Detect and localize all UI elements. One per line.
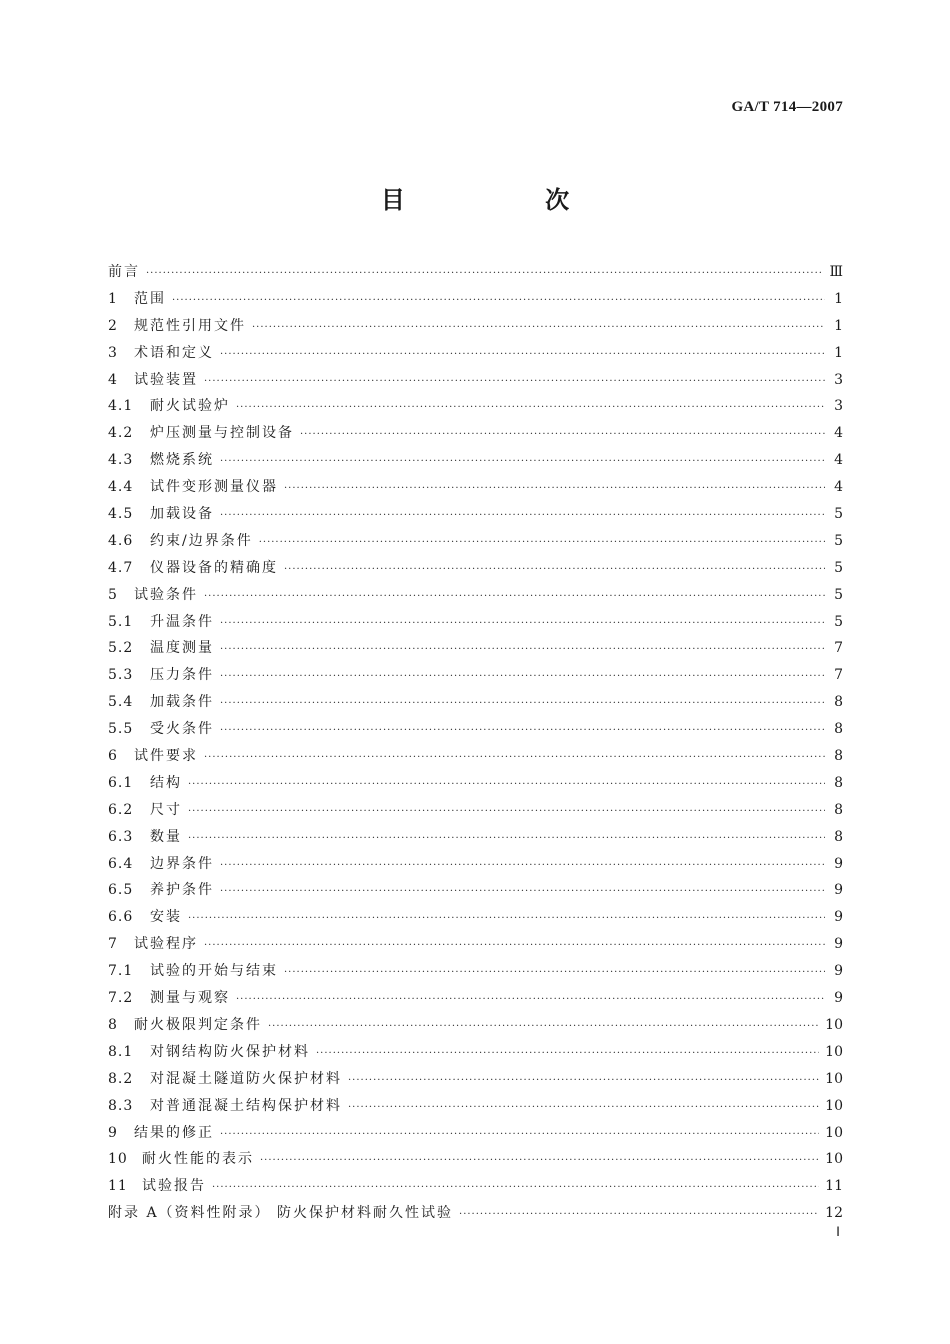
toc-dot-leader xyxy=(220,664,825,691)
toc-entry[interactable] xyxy=(108,313,843,340)
toc-entry-page: 9 xyxy=(834,990,843,1007)
toc-entry-number: 7.1 xyxy=(108,963,134,980)
toc-entry[interactable] xyxy=(108,286,843,313)
toc-entry-page: 9 xyxy=(834,963,843,980)
toc-entry-page: 3 xyxy=(834,398,843,415)
toc-entry-number: 4.5 xyxy=(108,506,134,523)
toc-entry-number: 10 xyxy=(108,1151,128,1168)
toc-entry-title: 试验的开始与结束 xyxy=(150,963,278,980)
toc-dot-leader xyxy=(220,637,825,664)
toc-dot-leader xyxy=(268,1014,819,1041)
toc-entry-page: 1 xyxy=(834,290,843,307)
toc-entry[interactable] xyxy=(108,1012,843,1039)
toc-entry[interactable] xyxy=(108,1200,843,1227)
toc-entry-number: 9 xyxy=(108,1124,118,1141)
toc-entry[interactable] xyxy=(108,635,843,662)
toc-entry-title: 附录 A（资料性附录） 防火保护材料耐久性试验 xyxy=(108,1205,454,1222)
toc-entry-page: 10 xyxy=(825,1016,843,1033)
toc-dot-leader xyxy=(348,1068,819,1095)
toc-dot-leader xyxy=(220,879,825,906)
toc-entry-number: 6.3 xyxy=(108,828,134,845)
toc-entry-number: 6.1 xyxy=(108,774,134,791)
toc-dot-leader xyxy=(220,503,825,530)
toc-entry-title: 养护条件 xyxy=(150,882,214,899)
toc-entry-page: 8 xyxy=(834,801,843,818)
toc-dot-leader xyxy=(212,1175,819,1202)
page-title: 目 次 xyxy=(380,186,616,214)
toc-entry-page: 5 xyxy=(834,559,843,576)
toc-entry-number: 1 xyxy=(108,290,118,307)
toc-entry-number: 2 xyxy=(108,317,118,334)
toc-entry-number: 7 xyxy=(108,936,118,953)
toc-entry-number: 4.1 xyxy=(108,398,134,415)
toc-entry-page: 7 xyxy=(834,640,843,657)
toc-entry-title: 受火条件 xyxy=(150,721,214,738)
toc-entry-number: 8.3 xyxy=(108,1097,134,1114)
toc-entry-page: 5 xyxy=(834,532,843,549)
toc-entry-title: 试验条件 xyxy=(134,586,198,603)
toc-entry-page: 8 xyxy=(834,721,843,738)
toc-dot-leader xyxy=(188,799,825,826)
toc-dot-leader xyxy=(284,476,825,503)
toc-entry-page: 1 xyxy=(834,317,843,334)
toc-entry[interactable] xyxy=(108,1173,843,1200)
toc-entry[interactable] xyxy=(108,367,843,394)
toc-dot-leader xyxy=(204,745,825,772)
toc-entry[interactable] xyxy=(108,770,843,797)
toc-dot-leader xyxy=(220,611,825,638)
toc-entry-page: 9 xyxy=(834,882,843,899)
toc-entry-title: 耐火性能的表示 xyxy=(142,1151,254,1168)
toc-entry[interactable] xyxy=(108,447,843,474)
toc-entry-title: 燃烧系统 xyxy=(150,452,214,469)
toc-entry[interactable] xyxy=(108,743,843,770)
toc-entry-page: 8 xyxy=(834,828,843,845)
toc-entry-page: 8 xyxy=(834,748,843,765)
toc-entry[interactable] xyxy=(108,528,843,555)
toc-entry-title: 耐火极限判定条件 xyxy=(134,1016,262,1033)
toc-entry-title: 规范性引用文件 xyxy=(134,317,246,334)
toc-entry-page: 5 xyxy=(834,506,843,523)
toc-entry[interactable] xyxy=(108,931,843,958)
toc-entry[interactable] xyxy=(108,797,843,824)
toc-entry-page: 3 xyxy=(834,371,843,388)
toc-dot-leader xyxy=(204,369,825,396)
toc-entry-number: 5.4 xyxy=(108,694,134,711)
toc-dot-leader xyxy=(220,342,825,369)
toc-entry-page: 10 xyxy=(825,1097,843,1114)
toc-entry[interactable] xyxy=(108,1039,843,1066)
toc-entry[interactable] xyxy=(108,393,843,420)
toc-entry-number: 8.2 xyxy=(108,1070,134,1087)
toc-entry-number: 4.7 xyxy=(108,559,134,576)
toc-entry-page: 10 xyxy=(825,1151,843,1168)
toc-dot-leader xyxy=(220,718,825,745)
toc-dot-leader xyxy=(284,557,825,584)
toc-entry-number: 4.3 xyxy=(108,452,134,469)
toc-entry-title: 术语和定义 xyxy=(134,344,214,361)
toc-entry-page: 9 xyxy=(834,936,843,953)
toc-entry-page: 1 xyxy=(834,344,843,361)
toc-entry[interactable] xyxy=(108,824,843,851)
toc-entry[interactable] xyxy=(108,582,843,609)
toc-entry[interactable] xyxy=(108,555,843,582)
toc-entry[interactable] xyxy=(108,609,843,636)
toc-entry-title: 试件变形测量仪器 xyxy=(150,479,278,496)
toc-entry-number: 6 xyxy=(108,748,118,765)
toc-entry[interactable] xyxy=(108,259,843,286)
toc-entry-page: 5 xyxy=(834,586,843,603)
toc-entry-number: 4.2 xyxy=(108,425,134,442)
toc-entry[interactable] xyxy=(108,904,843,931)
toc-entry[interactable] xyxy=(108,851,843,878)
standard-code: GA/T 714—2007 xyxy=(731,99,843,115)
toc-dot-leader xyxy=(236,987,825,1014)
toc-entry-title: 试验程序 xyxy=(134,936,198,953)
toc-entry[interactable] xyxy=(108,958,843,985)
toc-entry-title: 边界条件 xyxy=(150,855,214,872)
toc-entry-page: 11 xyxy=(825,1178,843,1195)
toc-entry[interactable] xyxy=(108,877,843,904)
toc-entry-title: 对混凝土隧道防火保护材料 xyxy=(150,1070,342,1087)
toc-entry-title: 温度测量 xyxy=(150,640,214,657)
toc-entry[interactable] xyxy=(108,1146,843,1173)
toc-dot-leader xyxy=(220,1122,819,1149)
toc-entry-number: 4 xyxy=(108,371,118,388)
toc-entry-number: 11 xyxy=(108,1178,128,1195)
table-of-contents xyxy=(108,259,843,1227)
toc-entry[interactable] xyxy=(108,1120,843,1147)
toc-entry-page: 4 xyxy=(834,452,843,469)
toc-dot-leader xyxy=(252,315,825,342)
toc-entry-title: 对钢结构防火保护材料 xyxy=(150,1043,310,1060)
toc-dot-leader xyxy=(204,584,825,611)
toc-entry-number: 6.6 xyxy=(108,909,134,926)
toc-dot-leader xyxy=(172,288,825,315)
toc-entry-number: 7.2 xyxy=(108,990,134,1007)
toc-entry-number: 8.1 xyxy=(108,1043,134,1060)
toc-entry-number: 5.3 xyxy=(108,667,134,684)
toc-entry-number: 5.5 xyxy=(108,721,134,738)
toc-entry[interactable] xyxy=(108,689,843,716)
toc-entry-page: 9 xyxy=(834,909,843,926)
toc-entry-page: 10 xyxy=(825,1043,843,1060)
toc-entry-page: 10 xyxy=(825,1070,843,1087)
toc-dot-leader xyxy=(348,1095,819,1122)
toc-entry-page: 7 xyxy=(834,667,843,684)
toc-entry-number: 5.1 xyxy=(108,613,134,630)
toc-dot-leader xyxy=(236,395,825,422)
toc-dot-leader xyxy=(284,960,825,987)
toc-entry-number: 6.4 xyxy=(108,855,134,872)
toc-dot-leader xyxy=(204,933,825,960)
toc-entry-title: 压力条件 xyxy=(150,667,214,684)
toc-entry-title: 耐火试验炉 xyxy=(150,398,230,415)
toc-entry-page: 5 xyxy=(834,613,843,630)
toc-entry-number: 6.5 xyxy=(108,882,134,899)
toc-entry-title: 炉压测量与控制设备 xyxy=(150,425,294,442)
toc-entry[interactable] xyxy=(108,501,843,528)
toc-entry[interactable] xyxy=(108,340,843,367)
toc-entry[interactable] xyxy=(108,1066,843,1093)
toc-dot-leader xyxy=(316,1041,819,1068)
toc-dot-leader xyxy=(220,691,825,718)
toc-dot-leader xyxy=(220,449,825,476)
toc-entry[interactable] xyxy=(108,1093,843,1120)
toc-entry-title: 试验报告 xyxy=(142,1178,206,1195)
toc-entry-title: 试验装置 xyxy=(134,371,198,388)
toc-entry-title: 结果的修正 xyxy=(134,1124,214,1141)
toc-dot-leader xyxy=(459,1202,819,1229)
toc-entry-number: 8 xyxy=(108,1016,118,1033)
toc-entry-title: 仪器设备的精确度 xyxy=(150,559,278,576)
toc-entry[interactable] xyxy=(108,716,843,743)
toc-entry-page: 4 xyxy=(834,425,843,442)
toc-entry-title: 安装 xyxy=(150,909,182,926)
toc-dot-leader xyxy=(259,530,825,557)
toc-entry-number: 3 xyxy=(108,344,118,361)
toc-entry[interactable] xyxy=(108,985,843,1012)
toc-entry-title: 数量 xyxy=(150,828,182,845)
toc-dot-leader xyxy=(300,422,825,449)
toc-entry-page: 4 xyxy=(834,479,843,496)
toc-entry[interactable] xyxy=(108,662,843,689)
toc-entry-title: 范围 xyxy=(134,290,166,307)
toc-entry-title: 约束/边界条件 xyxy=(150,532,253,549)
toc-entry-page: 8 xyxy=(834,774,843,791)
toc-entry-title: 尺寸 xyxy=(150,801,182,818)
toc-entry[interactable] xyxy=(108,474,843,501)
toc-entry-number: 4.6 xyxy=(108,532,134,549)
toc-entry-number: 5.2 xyxy=(108,640,134,657)
toc-entry-title: 前言 xyxy=(108,264,140,280)
toc-entry-title: 测量与观察 xyxy=(150,990,230,1007)
toc-dot-leader xyxy=(188,772,825,799)
toc-dot-leader xyxy=(220,853,825,880)
toc-entry-page: 8 xyxy=(834,694,843,711)
toc-entry-number: 5 xyxy=(108,586,118,603)
toc-entry-number: 4.4 xyxy=(108,479,134,496)
toc-dot-leader xyxy=(188,826,825,853)
toc-dot-leader xyxy=(260,1148,819,1175)
toc-entry-title: 加载设备 xyxy=(150,506,214,523)
toc-entry-page: 10 xyxy=(825,1124,843,1141)
toc-entry-page: Ⅲ xyxy=(829,264,843,280)
toc-entry-number: 6.2 xyxy=(108,801,134,818)
toc-dot-leader xyxy=(188,906,825,933)
toc-entry[interactable] xyxy=(108,420,843,447)
toc-entry-title: 对普通混凝土结构保护材料 xyxy=(150,1097,342,1114)
toc-entry-title: 试件要求 xyxy=(134,748,198,765)
toc-entry-title: 加载条件 xyxy=(150,694,214,711)
toc-entry-title: 升温条件 xyxy=(150,613,214,630)
toc-dot-leader xyxy=(146,261,823,288)
page-number: Ⅰ xyxy=(836,1224,840,1239)
toc-entry-page: 9 xyxy=(834,855,843,872)
toc-entry-page: 12 xyxy=(825,1205,843,1222)
toc-entry-title: 结构 xyxy=(150,774,182,791)
